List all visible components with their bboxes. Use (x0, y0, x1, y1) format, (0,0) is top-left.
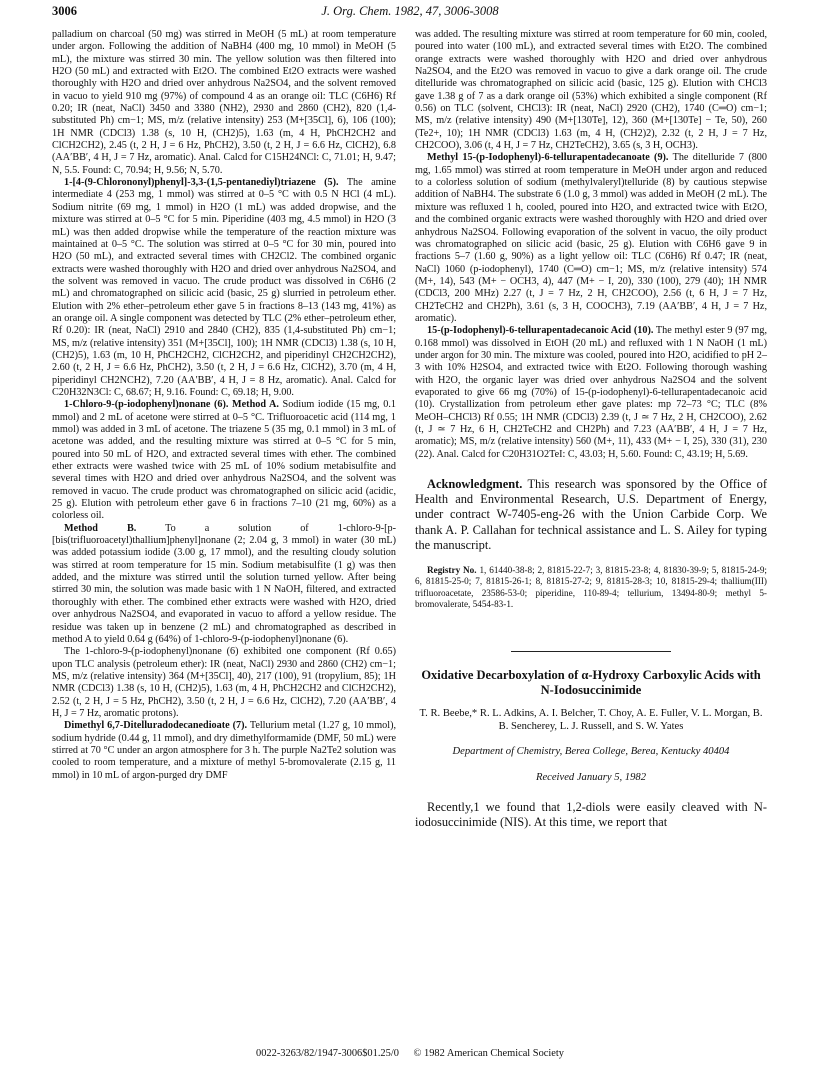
right-column (415, 29, 767, 830)
compound-heading: Methyl 15-(p-Iodophenyl)-6-tellurapentadecanoate (9). (427, 152, 669, 164)
article-affiliation: Department of Chemistry, Berea College, Berea, Kentucky 40404 (452, 745, 730, 757)
left-column (52, 29, 396, 782)
acknowledgment-heading: Acknowledgment. (427, 477, 523, 492)
paragraph: Methyl 15-(p-Iodophenyl)-6-tellurapentadecanoate (9). The ditelluride 7 (800 mg, 1.65 mmol) was stirred at room temperature in MeOH under argon and reduced to a colorless solution of sodium (methylvaleryl)telluride (8) by cautious stepwise addition of NaBH4. The substrate 6 (1.0 g, 3 mmol) was added in MeOH (2 mL). The mixture was refluxed 1 h, cooled, poured into H2O, and extracted twice with Et2O, and the combined organic extracts were washed thoroughly with H2O and dried over anhydrous Na2SO4. Following evaporation of the solvent in vacuo, the oily product was chromatographed on silicic acid (basic, 25 g). Elution with C6H6 gave 9 in fractions 5–7 (1.60 g, 90%) as a light yellow oil: TLC (C6H6) Rf 0.47; IR (neat, NaCl) 1060 (p-iodophenyl), 1740 (C═O) cm−1; MS, m/z (relative intensity) 574 (M+, 14), 543 (M+ − OCH3, 4), 447 (M+ − I, 20), 330 (100), 279 (40); 1H NMR (CDCl3, 200 MHz) 2.27 (t, J = 7 Hz, 2 H, CH2COO), 2.56 (t, 6 H, J = 7 Hz, CH2TeCH2 and CH2Ph), 3.61 (s, 3 H, COOCH3), 7.19 (AA′BB′, 4 H, J = 7 Hz, aromatic). (415, 152, 767, 324)
compound-heading: Dimethyl 6,7-Ditelluradodecanedioate (7). (64, 720, 248, 732)
compound-heading: 15-(p-Iodophenyl)-6-tellurapentadecanoic Acid (10). (427, 325, 654, 337)
article-intro: Recently,1 we found that 1,2-diols were easily cleaved with N-iodosuccinimide (NIS). At this time, we report that (415, 800, 767, 830)
paragraph: 15-(p-Iodophenyl)-6-tellurapentadecanoic Acid (10). The methyl ester 9 (97 mg, 0.168 mmol) was dissolved in EtOH (20 mL) and refluxed with 1 N NaOH (1 mL) under argon for 30 min. The mixture was cooled, poured into H2O, acidified to pH 2–3 with 10% H2SO4, and extracted twice with Et2O. Following thorough washing with H2O, the organic layer was dried over anhydrous Na2SO4 and the solvent evaporated to give 66 mg (70%) of 15-(p-iodophenyl)-6-tellurapentadecanoic acid (10). Crystallization from petroleum ether gave plates: mp 72–73 °C; TLC (8% MeOH–CHCl3) Rf 0.55; 1H NMR (CDCl3) 2.39 (t, J ≃ 7 Hz, 2 H, CH2COO), 2.62 (t, J ≃ 7 Hz, 6 H, CH2TeCH2 and CH2Ph) and 7.23 (AA′BB′, 4 H, J = 7 Hz, aromatic); MS, m/z (relative intensity) 560 (M+, 11), 433 (M+ − I, 25), 330 (31), 230 (22). Anal. Calcd for C20H31O2TeI: C, 43.03; H, 5.60. Found: C, 43.19; H, 5.69. (415, 325, 767, 460)
page-number: 3006 (52, 4, 77, 18)
paragraph: 1-Chloro-9-(p-iodophenyl)nonane (6). Method A. Sodium iodide (15 mg, 0.1 mmol) and 2 mL of acetone were stirred at 0–5 °C. Trifluoroacetic acid (114 mg, 1 mmol) was added in 3 mL of acetone. The triazene 5 (35 mg, 0.1 mmol) in 3 mL of acetone was added, and the resulting mixture was stirred at 0–5 °C for 5 min, poured into 50 mL of H2O, and extracted several times with ether. The combined ether extracts were washed twice with 25 mL of 10% sodium metabisulfite and several times with H2O and dried over anhydrous Na2SO4, and the solvent was removed in vacuo. The crude product was chromatographed on silicic acid (acidic, 25 g). Elution with petroleum ether gave 6 in fractions 7–10 (21 mg, 60%) as a colorless oil. (52, 399, 396, 522)
compound-heading: 1-Chloro-9-(p-iodophenyl)nonane (6). Method A. (64, 399, 279, 411)
method-heading: Method B. (64, 522, 137, 534)
paragraph: palladium on charcoal (50 mg) was stirred in MeOH (5 mL) at room temperature under argon. Following the addition of NaBH4 (400 mg, 10 mmol) in MeOH (5 mL), the mixture was stirred 30 min. The yellow solution was then filtered into H2O (50 mL) and extracted with Et2O. The combined Et2O extracts were washed thoroughly with H2O and dried over anhydrous Na2SO4, and the solvent removed in vacuo to yield 910 mg (97%) of compound 4 as an orange oil: TLC (C6H6) Rf 0.20; IR (neat, NaCl) 3450 and 3380 (NH2), 2930 and 2860 (CH2), 820 (1,4-substituted Ph) cm−1; MS, m/z (relative intensity) 253 (M+[35Cl], 6), 106 (100); 1H NMR (CDCl3) 1.38 (s, 10 H, (CH2)5), 1.63 (m, 4 H, PhCH2CH2 and ClCH2CH2), 2.45 (t, 2 H, J = 6 Hz, PhCH2), 3.50 (t, 2 H, J = 6.6 Hz, ClCH2), 6.8 (AA′BB′, 4 H, J = 7 Hz, aromatic). Anal. Calcd for C15H24NCl: C, 71.01; H, 9.47; N, 5.5. Found: C, 70.94; H, 9.56; N, 5.70. (52, 29, 396, 176)
paragraph: was added. The resulting mixture was stirred at room temperature for 60 min, cooled, poured into water (100 mL), and extracted several times with Et2O. The combined orange extracts were washed thoroughly with H2O and dried over anhydrous Na2SO4, and the Et2O was removed in vacuo to give a dark orange oil. The crude ditelluride was chromatographed on silicic acid (basic, 125 g). Elution with CHCl3 gave 1.38 g of 7 as a dark orange oil (53%) which exhibited a single component (Rf 0.56) on TLC (solvent, CHCl3): IR (neat, NaCl) 2920 (CH2), 1740 (C═O) cm−1; MS, m/z (relative intensity) 490 (M+[130Te], 12), 360 (M+[130Te] − Te, 50), 260 (Te2+, 10); 1H NMR (CDCl3) 1.63 (m, 4 H, (CH2)2), 2.32 (t, 2 H, J = 7 Hz, CH2COO), 3.06 (t, 4 H, J = 7 Hz, CH2TeCH2), 3.65 (s, 3 H, OCH3). (415, 29, 767, 152)
paragraph: Method B. To a solution of 1-chloro-9-[p-[bis(trifluoroacetyl)thallium]phenyl]nonane (2; 2.04 g, 3 mmol) in water (30 mL) was added potassium iodide (3.00 g, 17 mmol), and the resulting cloudy solution was stirred at room temperature for 15 min. Sodium metabisulfite (1 g) was then added, and the mixture was stirred until the solution turned yellow. After being stirred 30 min, the solution was made basic with 1 N NaOH, filtered, and extracted thoroughly with ether. The combined ether extracts were washed with H2O, dried over anhydrous Na2SO4, and evaporated in vacuo to afford a yellow residue. The residue was taken up in benzene (2 mL) and chromatographed as described in method A to yield 0.64 g (64%) of 1-chloro-9-(p-iodophenyl)nonane (6). (52, 522, 397, 645)
paragraph: The 1-chloro-9-(p-iodophenyl)nonane (6) exhibited one component (Rf 0.65) upon TLC analysis (petroleum ether): IR (neat, NaCl) 2930 and 2860 (CH2) cm−1; MS, m/z (relative intensity) 364 (M+[35Cl], 40), 217 (100), 91 (tropylium, 85); 1H NMR (CDCl3) 1.38 (s, 10 H, (CH2)5), 1.63 (m, 4 H, PhCH2CH2 and ClCH2CH2), 2.52 (t, 2 H, J = 5 Hz, PhCH2), 3.50 (t, 2 H, J = 6.6 Hz, ClCH2), 7.20 (AA′BB′, 4 H, J = 7 Hz, aromatic protons). (52, 646, 396, 719)
article-code: 0022-3263/82/1947-3006$01.25/0 (256, 1048, 399, 1059)
page-header (52, 4, 768, 26)
section-divider (511, 651, 671, 652)
article-title: Oxidative Decarboxylation of α-Hydroxy Carboxylic Acids with N-Iodosuccinimide (421, 667, 761, 697)
article-authors: T. R. Beebe,* R. L. Adkins, A. I. Belcher, T. Choy, A. E. Fuller, V. L. Morgan, B. B. Sencherey, L. J. Russell, and S. W. Yates (419, 707, 763, 732)
journal-citation: J. Org. Chem. 1982, 47, 3006-3008 (321, 4, 499, 18)
paragraph: 1-[4-(9-Chlorononyl)phenyl]-3,3-(1,5-pentanediyl)triazene (5). The amine intermediate 4 (253 mg, 1 mmol) was stirred at 0–5 °C with 0.5 N HCl (4 mL). Sodium nitrite (69 mg, 1 mmol) in H2O (1 mL) was added dropwise, and the mixture was stirred at 0–5 °C for 5 min. Piperidine (403 mg, 4.5 mmol) in H2O (3 mL) was then added dropwise while the temperature of the reaction mixture was maintained at 0–5 °C. The solution was stirred at 0–5 °C for 30 min, poured into H2O (50 mL), and extracted several times with CH2Cl2. The combined organic extracts were washed thoroughly with H2O and dried over anhydrous Na2SO4, and the solvent was removed in vacuo. The crude product was dissolved in C6H6 (2 mL) and chromatographed on silicic acid (basic, 25 g) slurried in petroleum ether. Elution with 2% ether–petroleum ether gave 5 in fractions 8–13 (143 mg, 41%) as an orange oil. A single component was detected by TLC (2% ether–petroleum ether, Rf 0.20): IR (neat, NaCl) 2910 and 2840 (CH2), 835 (1,4-substituted Ph) cm−1; MS, m/z (relative intensity) 351 (M+[35Cl], 100); 1H NMR (CDCl3) 1.38 (s, 10 H, (CH2)5), 1.63 (m, 10 H, PhCH2CH2, ClCH2CH2, and piperidinyl CH2CH2CH2), 2.60 (t, 2 H, J = 6.6 Hz, PhCH2), 3.50 (t, 2 H, J = 6.6 Hz, ClCH2), 3.70 (m, 4 H, piperidinyl CH2NCH2), 7.20 (AA′BB′, 4 H, J = 8 Hz, aromatic). Anal. Calcd for C20H32N3Cl: C, 68.67; H, 9.16. Found: C, 69.18; H, 9.00. (52, 177, 397, 398)
registry-numbers: Registry No. 1, 61440-38-8; 2, 81815-22-7; 3, 81815-23-8; 4, 81830-39-9; 5, 81815-24-9; 6, 81815-25-0; 7, 81815-26-1; 8, 81815-27-2; 9, 81815-28-3; 10, 81815-29-4; thallium(III) trifluoroacetate, 23586-53-0; piperidine, 110-89-4; tellurium, 13494-80-9; methyl 5-bromovalerate, 5454-83-1. (415, 565, 767, 610)
paragraph: Dimethyl 6,7-Ditelluradodecanedioate (7). Tellurium metal (1.27 g, 10 mmol), sodium hydride (0.44 g, 11 mmol), and dry dimethylformamide (DMF, 50 mL) were stirred at 70 °C under an argon atmosphere for 3 h. The purple Na2Te2 solution was cooled to room temperature, and a mixture of methyl 5-bromovalerate (2.15 g, 11 mmol) in 10 mL of argon-purged dry DMF (52, 720, 397, 781)
acknowledgment: Acknowledgment. This research was sponsored by the Office of Health and Environmental Research, U.S. Department of Energy, under contract W-7405-eng-26 with the Union Carbide Corp. We thank A. P. Callahan for technical assistance and L. S. Ailey for typing the manuscript. (415, 477, 767, 552)
compound-heading: 1-[4-(9-Chlorononyl)phenyl]-3,3-(1,5-pentanediyl)triazene (5). (64, 177, 339, 189)
page-footer (0, 1048, 820, 1059)
received-date: Received January 5, 1982 (535, 771, 646, 783)
registry-heading: Registry No. (427, 565, 477, 576)
copyright-notice: © 1982 American Chemical Society (413, 1048, 564, 1059)
